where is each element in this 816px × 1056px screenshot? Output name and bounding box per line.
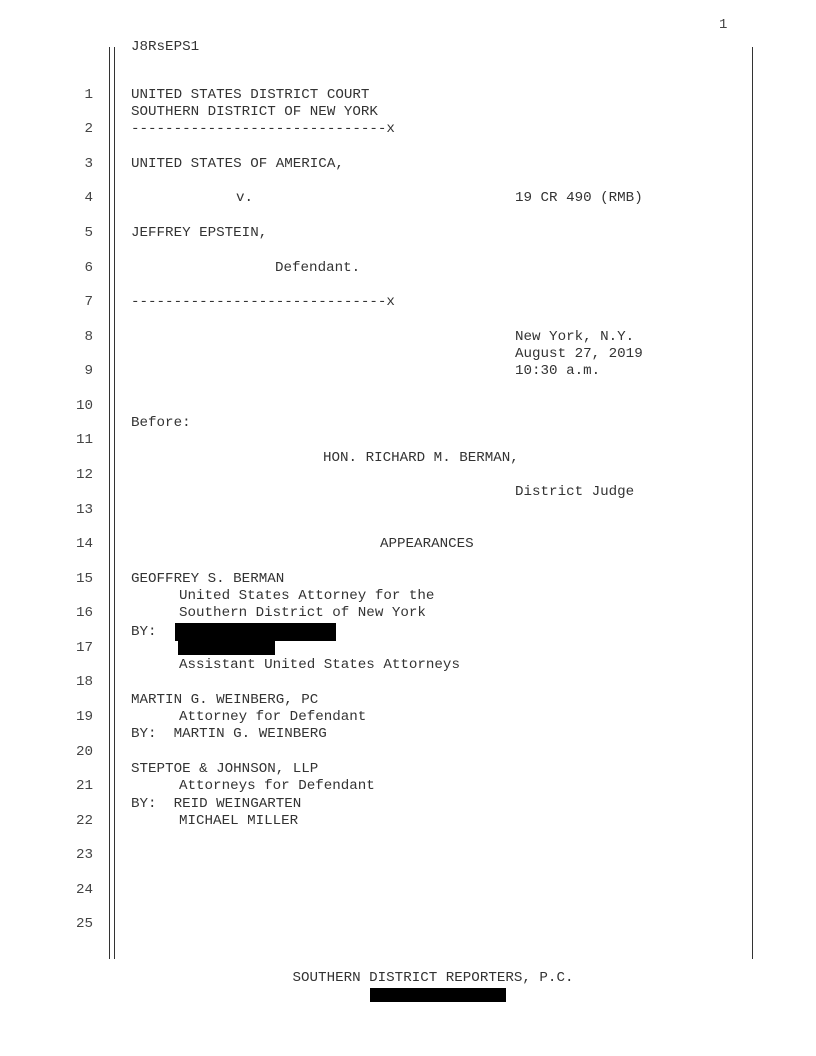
page-number: 1 (719, 17, 728, 33)
government-counsel-role1: United States Attorney for the (179, 588, 435, 604)
hearing-time: 10:30 a.m. (515, 363, 601, 379)
weinberg-role: Attorney for Defendant (179, 709, 367, 725)
line-number: 12 (75, 467, 93, 483)
redaction-box (178, 641, 275, 655)
court-name-line2: SOUTHERN DISTRICT OF NEW YORK (131, 104, 378, 120)
defendant-role: Defendant. (275, 260, 361, 276)
caption-divider-top: ------------------------------x (131, 121, 395, 137)
line-number: 13 (75, 502, 93, 518)
line-number: 17 (75, 640, 93, 656)
court-name-line1: UNITED STATES DISTRICT COURT (131, 87, 370, 103)
government-by-label: BY: (131, 624, 157, 640)
steptoe-role: Attorneys for Defendant (179, 778, 375, 794)
steptoe-by-line: BY: REID WEINGARTEN (131, 796, 302, 812)
case-number: 19 CR 490 (RMB) (515, 190, 643, 206)
line-number: 19 (75, 709, 93, 725)
line-number: 24 (75, 882, 93, 898)
judge-title: District Judge (515, 484, 635, 500)
footer-reporter: SOUTHERN DISTRICT REPORTERS, P.C. (292, 970, 574, 986)
line-number: 6 (84, 260, 93, 276)
footer-redaction-box (370, 988, 506, 1002)
line-number: 2 (84, 121, 93, 137)
line-number: 1 (84, 87, 93, 103)
defendant-name: JEFFREY EPSTEIN, (131, 225, 268, 241)
caption-divider-bottom: ------------------------------x (131, 294, 395, 310)
line-number: 21 (75, 778, 93, 794)
line-number: 5 (84, 225, 93, 241)
line-number: 14 (75, 536, 93, 552)
line-number: 7 (84, 294, 93, 310)
hearing-location: New York, N.Y. (515, 329, 635, 345)
line-number: 16 (75, 605, 93, 621)
line-number: 3 (84, 156, 93, 172)
line-number: 20 (75, 744, 93, 760)
judge-name: HON. RICHARD M. BERMAN, (323, 450, 519, 466)
line-number: 4 (84, 190, 93, 206)
weinberg-firm-name: MARTIN G. WEINBERG, PC (131, 692, 319, 708)
line-number: 15 (75, 571, 93, 587)
government-counsel-name: GEOFFREY S. BERMAN (131, 571, 285, 587)
line-number: 22 (75, 813, 93, 829)
line-number: 11 (75, 432, 93, 448)
steptoe-firm-name: STEPTOE & JOHNSON, LLP (131, 761, 319, 777)
left-margin-rule-inner (114, 47, 115, 959)
steptoe-second-attorney: MICHAEL MILLER (179, 813, 299, 829)
line-number: 25 (75, 916, 93, 932)
before-label: Before: (131, 415, 191, 431)
versus: v. (236, 190, 254, 206)
left-margin-rule-outer (109, 47, 110, 959)
right-margin-rule (752, 47, 753, 959)
government-counsel-role2: Southern District of New York (179, 605, 426, 621)
redaction-box (175, 623, 336, 641)
weinberg-by-line: BY: MARTIN G. WEINBERG (131, 726, 327, 742)
government-attorney-role: Assistant United States Attorneys (179, 657, 460, 673)
line-number: 8 (84, 329, 93, 345)
hearing-date: August 27, 2019 (515, 346, 643, 362)
line-number: 10 (75, 398, 93, 414)
plaintiff-name: UNITED STATES OF AMERICA, (131, 156, 344, 172)
appearances-heading: APPEARANCES (380, 536, 474, 552)
document-id: J8RsEPS1 (131, 39, 200, 55)
line-number: 23 (75, 847, 93, 863)
line-number: 9 (84, 363, 93, 379)
line-number: 18 (75, 674, 93, 690)
